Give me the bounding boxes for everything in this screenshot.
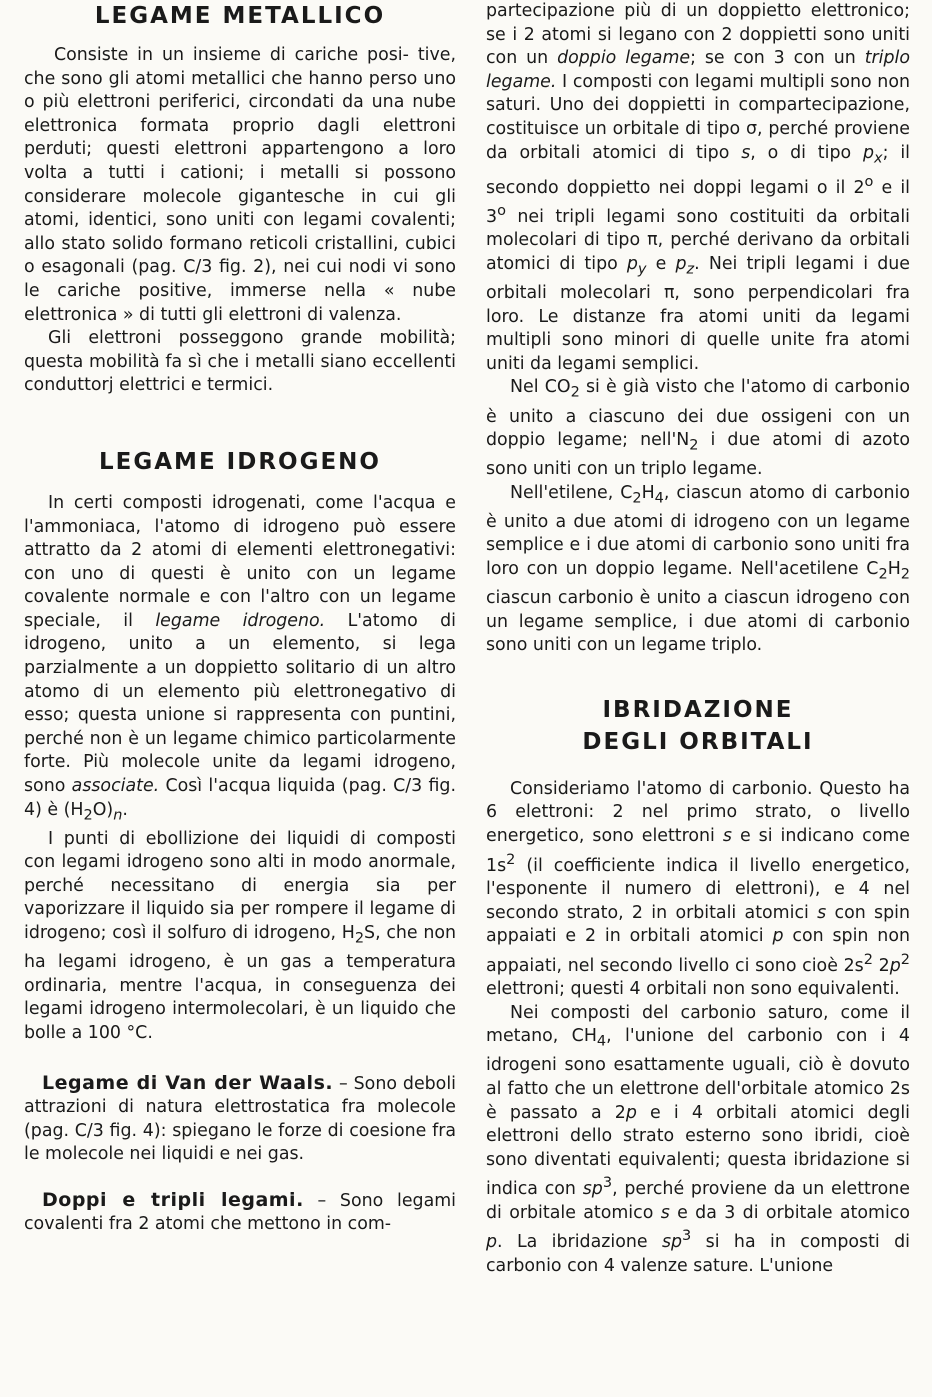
paragraph-etilene: Nell'etilene, $C_2H_4$, ciascun atomo di carbonio è unito a due atomi di idrogeno con un legame semplice e i due atomi di carbonio sono uniti fra loro con un doppio legame. Nell'acetilene $C_2H_2$ ciascun carbonio è unito a ciascun idrogeno con un legame semplice, i due atomi di carbonio sono uniti con un legame triplo. [486, 482, 910, 656]
paragraph-ibridazione-2: Nei composti del carbonio saturo, come il metano, $CH_4$, l'unione del carbonio con i 4 idrogeni sono esattamente uguali, ciò è dovuto al fatto che un elettrone dell'orbitale atomico 2s è passato a 2p e i 4 orbitali atomici degli elettroni dello strato esterno sono ibridi, cioè sono diventati equivalenti; questa ibridazione si indica con $sp^3$, perché proviene da un elettrone di orbitale atomico s e da 3 di orbitale atomico p. La ibridazione $sp^3$ si ha in composti di carbonio con 4 valenze sature. L'unione [486, 1002, 911, 1276]
paragraph-co2: Nel $CO_2$ si è già visto che l'atomo di carbonio è unito a ciascuno dei due ossigeni con un doppio legame; $nell'N_2$ i due atomi di azoto sono uniti con un triplo legame. [486, 377, 911, 480]
section-title-legame-idrogeno: LEGAME IDROGENO [99, 448, 381, 475]
paragraph-idrogeno-1: In certi composti idrogenati, come l'acqua e l'ammoniaca, l'atomo di idrogeno può essere attratto da 2 atomi di elementi elettronegativi: con uno di questi è unito con un legame covalente normale e con l'altro con un legame speciale, il legame idrogeno. L'atomo di idrogeno, unito a un elemento, si lega parzialmente a un doppietto solitario di un altro atomo di un elemento più elettronegativo di esso; questa unione si rappresenta con puntini, perché non è un legame chimico particolarmente forte. Più molecole unite da legami idrogeno, sono associate. Così l'acqua liquida (pag. C/3 fig. 4) è $(H_2O)_n$. [24, 492, 457, 824]
left-column [24, 0, 456, 1237]
paragraph-doppi-tripli: Doppi e tripli legami. – Sono legami covalenti fra 2 atomi che mettono in com- [24, 1188, 456, 1235]
paragraph-metallico-2: Gli elettroni posseggono grande mobilità; questa mobilità fa sì che i metalli siano eccellenti conduttorj elettrici e termici. [24, 328, 456, 396]
paragraph-ibridazione-1: Consideriamo l'atomo di carbonio. Questo ha 6 elettroni: 2 nel primo strato, o livello energetico, sono elettroni s e si indicano come $1s^2$ (il coefficiente indica il livello energetico, l'esponente il numero di elettroni), e 4 nel secondo strato, 2 in orbitali atomici s con spin appaiati e 2 in orbitali atomici p con spin non appaiati, nel secondo livello ci sono cioè $2s^2$ $2p^2$ elettroni; questi 4 orbitali non sono equivalenti. [486, 778, 910, 1000]
right-column [486, 0, 910, 1278]
paragraph-legami-multipli-continued: partecipazione più di un doppietto elettronico; se i 2 atomi si legano con 2 doppietti sono uniti con un doppio legame; se con 3 con un triplo legame. I composti con legami multipli sono non saturi. Uno dei doppietti in compartecipazione, costituisce un orbitale di tipo σ, perché proviene da orbitali atomici di tipo s, o di tipo $p_x$; il secondo doppietto nei doppi legami o il 2$^o$ e il 3$^o$ nei tripli legami sono costituiti da orbitali molecolari di tipo π, perché derivano da orbitali atomici di tipo $p_y$ e $p_z$. Nei tripli legami i due orbitali molecolari π, sono perpendicolari fra loro. Le distanze fra atomi uniti da legami multipli sono minori di quelle unite fra atomi uniti da legami semplici. [486, 1, 910, 374]
section-title-ibridazione-line2: DEGLI ORBITALI [582, 728, 814, 755]
run-in-heading-doppi-tripli: Doppi e tripli legami. [42, 1188, 304, 1211]
paragraph-idrogeno-2: I punti di ebollizione dei liquidi di composti con legami idrogeno sono alti in modo anormale, perché necessitano di energia sia per vaporizzare il liquido sia per rompere il legame di idrogeno; così il solfuro di idrogeno, $H_2S$, che non ha legami idrogeno, è un gas a temperatura ordinaria, mentre l'acqua, in conseguenza dei legami idrogeno intermolecolari, è un liquido che bolle a 100 °C. [24, 828, 457, 1043]
section-title-legame-metallico: LEGAME METALLICO [94, 3, 386, 29]
run-in-heading-van-der-waals: Legame di Van der Waals. [42, 1071, 334, 1094]
section-title-ibridazione-line1: IBRIDAZIONE [602, 696, 794, 723]
paragraph-van-der-waals: Legame di Van der Waals. – Sono deboli attrazioni di natura elettrostatica fra molecole (pag. C/3 fig. 4): spiegano le forze di coesione fra le molecole nei liquidi e nei gas. [24, 1071, 456, 1165]
paragraph-metallico-1: Consiste in un insieme di cariche posi- tive, che sono gli atomi metallici che hanno perso uno o più elettroni periferici, circondati da una nube elettronica formata proprio dagli elettroni perduti; questi elettroni appartengono a loro volta a tutti i cationi; i metalli si possono considerare molecole gigantesche in cui gli atomi, identici, sono uniti con legami covalenti; allo stato solido formano reticoli cristallini, cubici o esagonali (pag. C/3 fig. 2), nei cui nodi vi sono le cariche positive, immerse nella « nube elettronica » di tutti gli elettroni di valenza. [24, 45, 456, 325]
